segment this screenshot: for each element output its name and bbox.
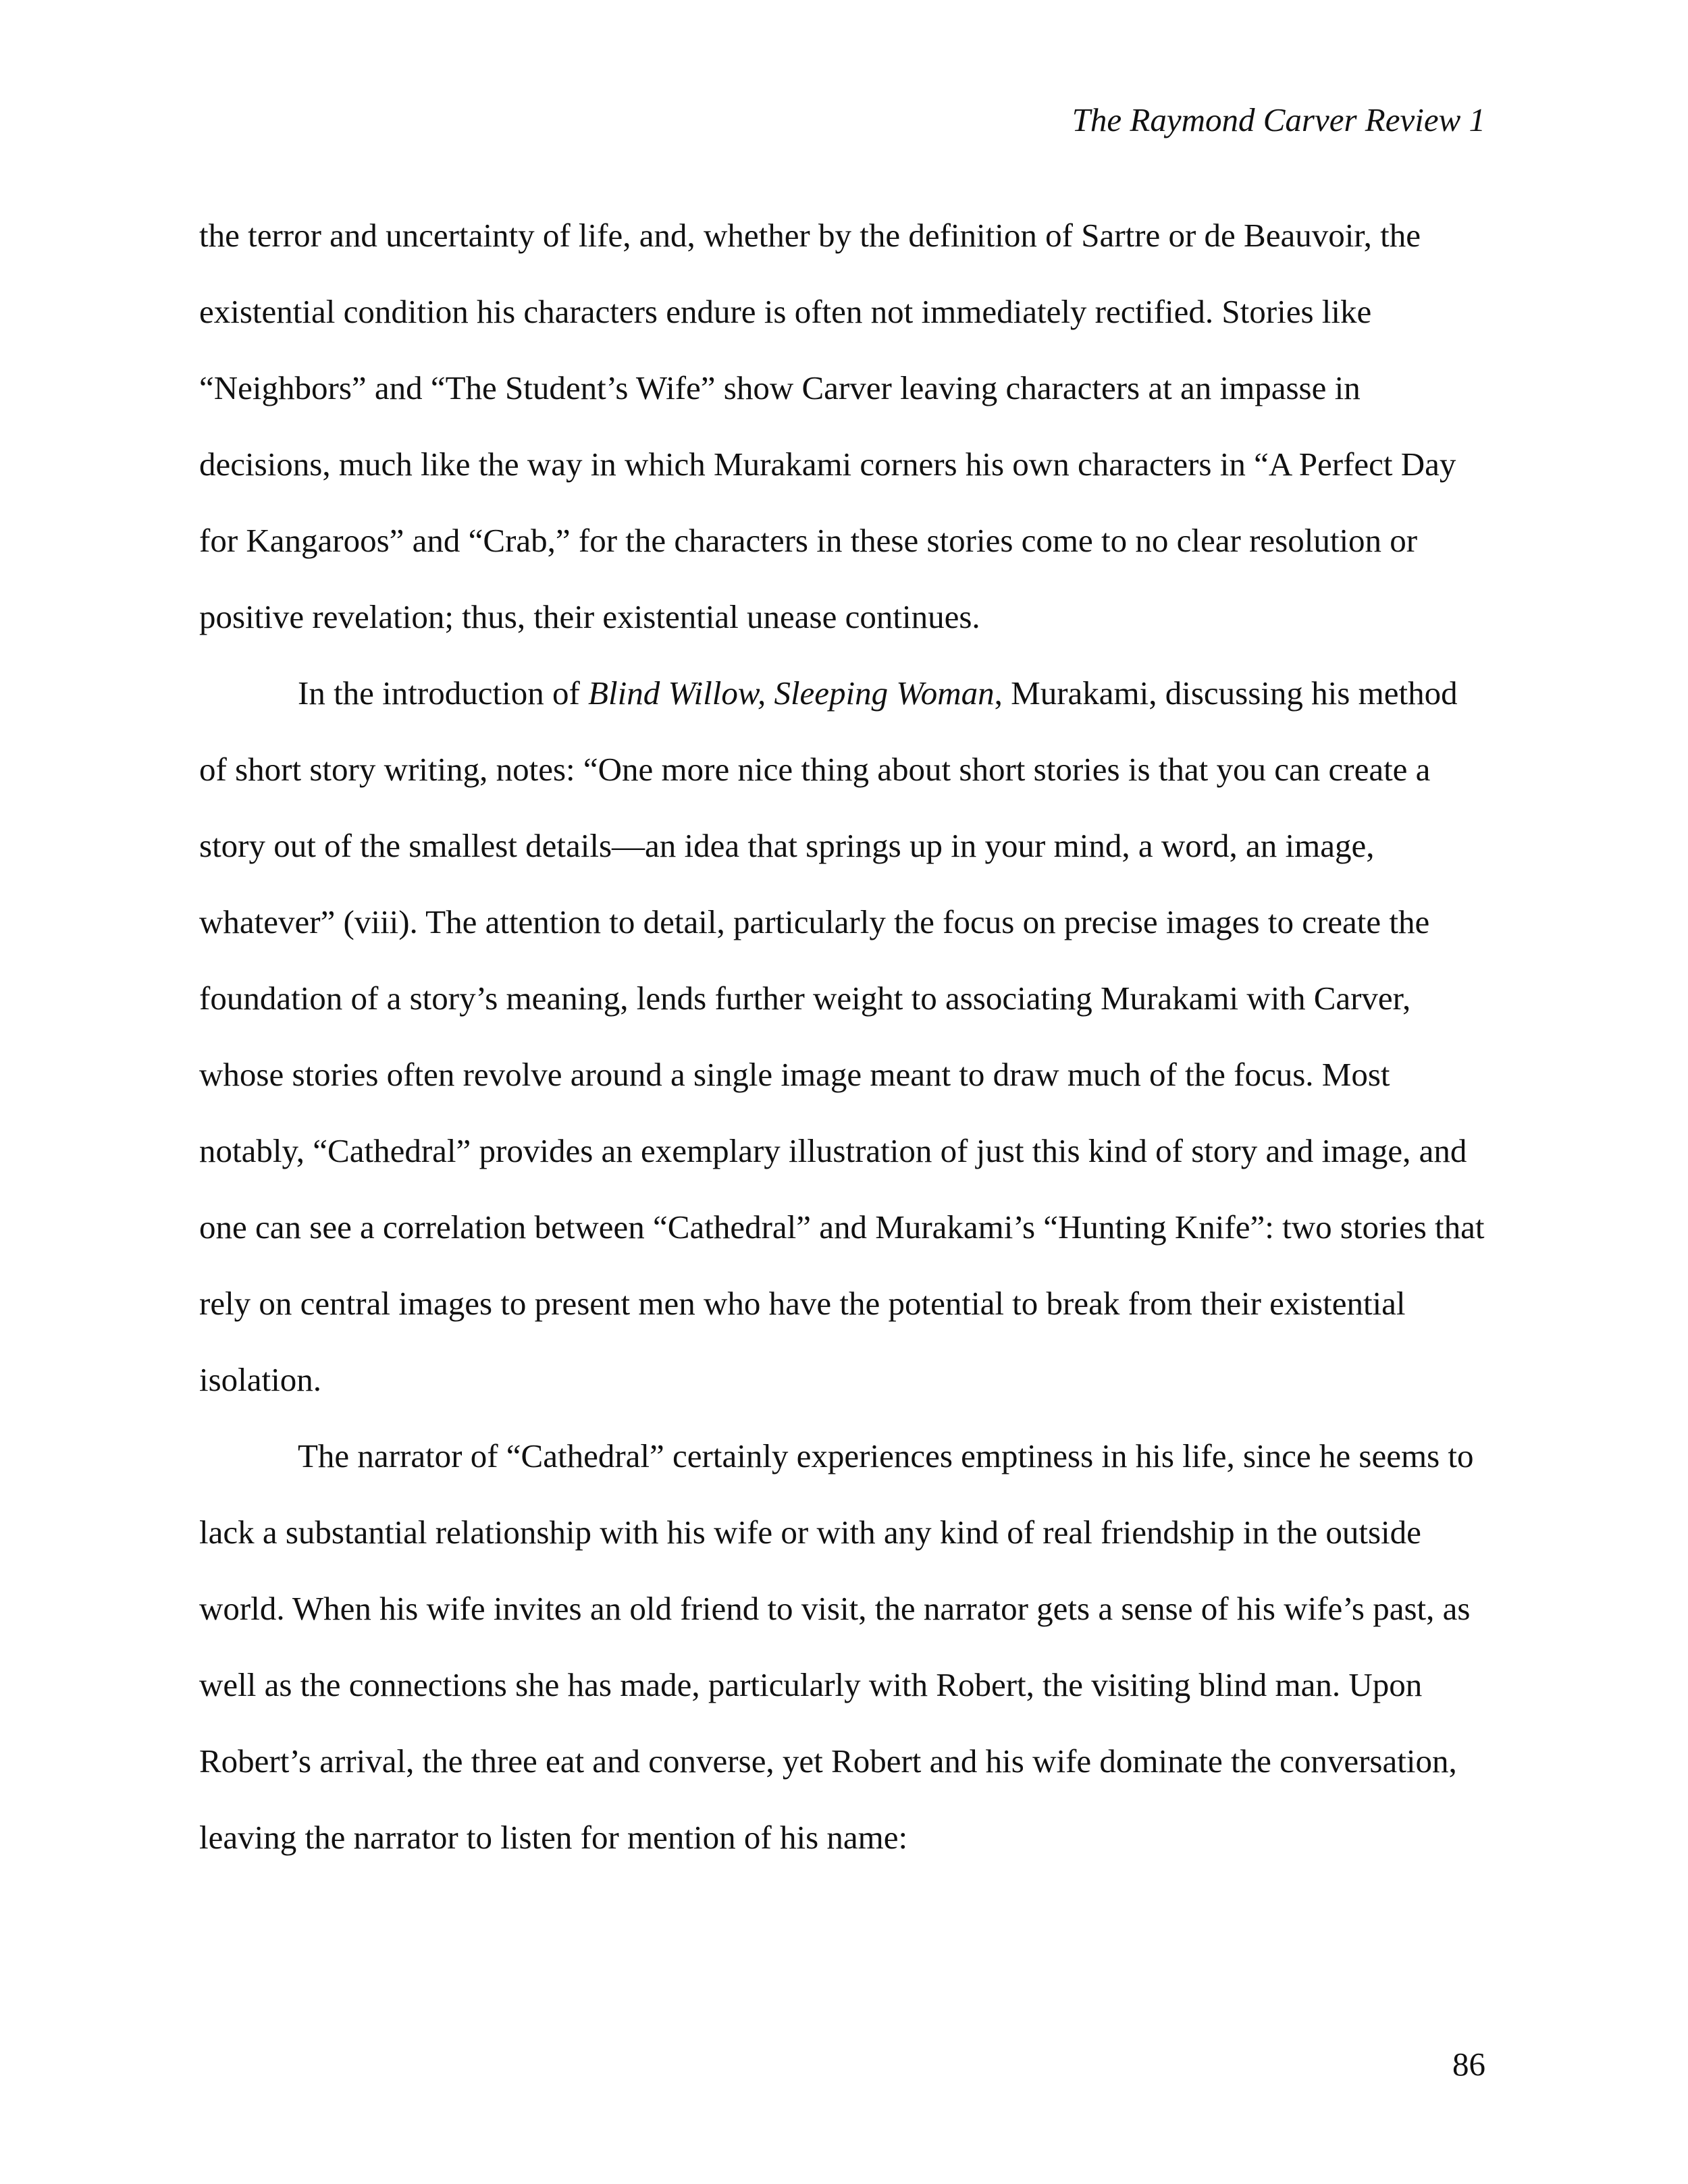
paragraph <box>199 197 1492 655</box>
text-run: rely on central images to present men who have the potential to break from their existential <box>199 1285 1406 1322</box>
text-run: of short story writing, notes: “One more nice thing about short stories is that you can create a <box>199 751 1431 788</box>
text-run: “Neighbors” and “The Student’s Wife” show Carver leaving characters at an impasse in <box>199 369 1361 406</box>
text-run: story out of the smallest details—an idea that springs up in your mind, a word, an image, <box>199 827 1375 864</box>
text-run: foundation of a story’s meaning, lends further weight to associating Murakami with Carver, <box>199 980 1411 1017</box>
body-text <box>199 197 1492 1875</box>
text-line <box>199 426 1492 502</box>
text-line <box>199 579 1492 655</box>
text-run: decisions, much like the way in which Murakami corners his own characters in “A Perfect Day <box>199 446 1456 483</box>
text-run: In the introduction of <box>298 674 589 712</box>
page-number: 86 <box>1452 2046 1485 2083</box>
text-run: whatever” (viii). The attention to detail, particularly the focus on precise images to create the <box>199 903 1430 940</box>
text-line <box>199 1189 1492 1265</box>
text-run: one can see a correlation between “Cathedral” and Murakami’s “Hunting Knife”: two stories that <box>199 1208 1485 1246</box>
text-run: , Murakami, discussing his method <box>994 674 1458 712</box>
text-line <box>199 350 1492 426</box>
text-line <box>199 731 1492 807</box>
paragraph <box>199 1418 1492 1875</box>
text-line <box>199 1418 1492 1494</box>
text-run: Robert’s arrival, the three eat and converse, yet Robert and his wife dominate the conversation, <box>199 1742 1457 1780</box>
text-line <box>199 1799 1492 1875</box>
paragraph <box>199 655 1492 1418</box>
text-line <box>199 807 1492 884</box>
text-run: leaving the narrator to listen for mention of his name: <box>199 1819 908 1856</box>
text-line <box>199 884 1492 960</box>
text-run: world. When his wife invites an old friend to visit, the narrator gets a sense of his wife’s past, as <box>199 1590 1471 1627</box>
text-run: existential condition his characters endure is often not immediately rectified. Stories like <box>199 293 1372 330</box>
text-line <box>199 1265 1492 1341</box>
text-run: positive revelation; thus, their existential unease continues. <box>199 598 980 635</box>
text-line <box>199 1036 1492 1113</box>
text-line <box>199 1723 1492 1799</box>
text-run: the terror and uncertainty of life, and, whether by the definition of Sartre or de Beauvoir, the <box>199 217 1421 254</box>
text-run: whose stories often revolve around a single image meant to draw much of the focus. Most <box>199 1056 1390 1093</box>
text-run: notably, “Cathedral” provides an exemplary illustration of just this kind of story and image, and <box>199 1132 1467 1169</box>
text-run: lack a substantial relationship with his wife or with any kind of real friendship in the outside <box>199 1514 1421 1551</box>
text-line <box>199 502 1492 579</box>
text-line <box>199 1570 1492 1647</box>
text-run: The narrator of “Cathedral” certainly experiences emptiness in his life, since he seems to <box>298 1437 1474 1474</box>
text-line <box>199 273 1492 350</box>
running-header: The Raymond Carver Review 1 <box>1072 101 1485 138</box>
text-line <box>199 1647 1492 1723</box>
text-line <box>199 960 1492 1036</box>
text-line <box>199 1341 1492 1418</box>
book-title: Blind Willow, Sleeping Woman <box>588 674 995 712</box>
text-run: for Kangaroos” and “Crab,” for the characters in these stories come to no clear resolution or <box>199 522 1418 559</box>
text-run: isolation. <box>199 1361 322 1398</box>
text-run: well as the connections she has made, particularly with Robert, the visiting blind man. Upon <box>199 1666 1423 1703</box>
text-line <box>199 1113 1492 1189</box>
text-line <box>199 655 1492 731</box>
text-line <box>199 1494 1492 1570</box>
text-line <box>199 197 1492 273</box>
